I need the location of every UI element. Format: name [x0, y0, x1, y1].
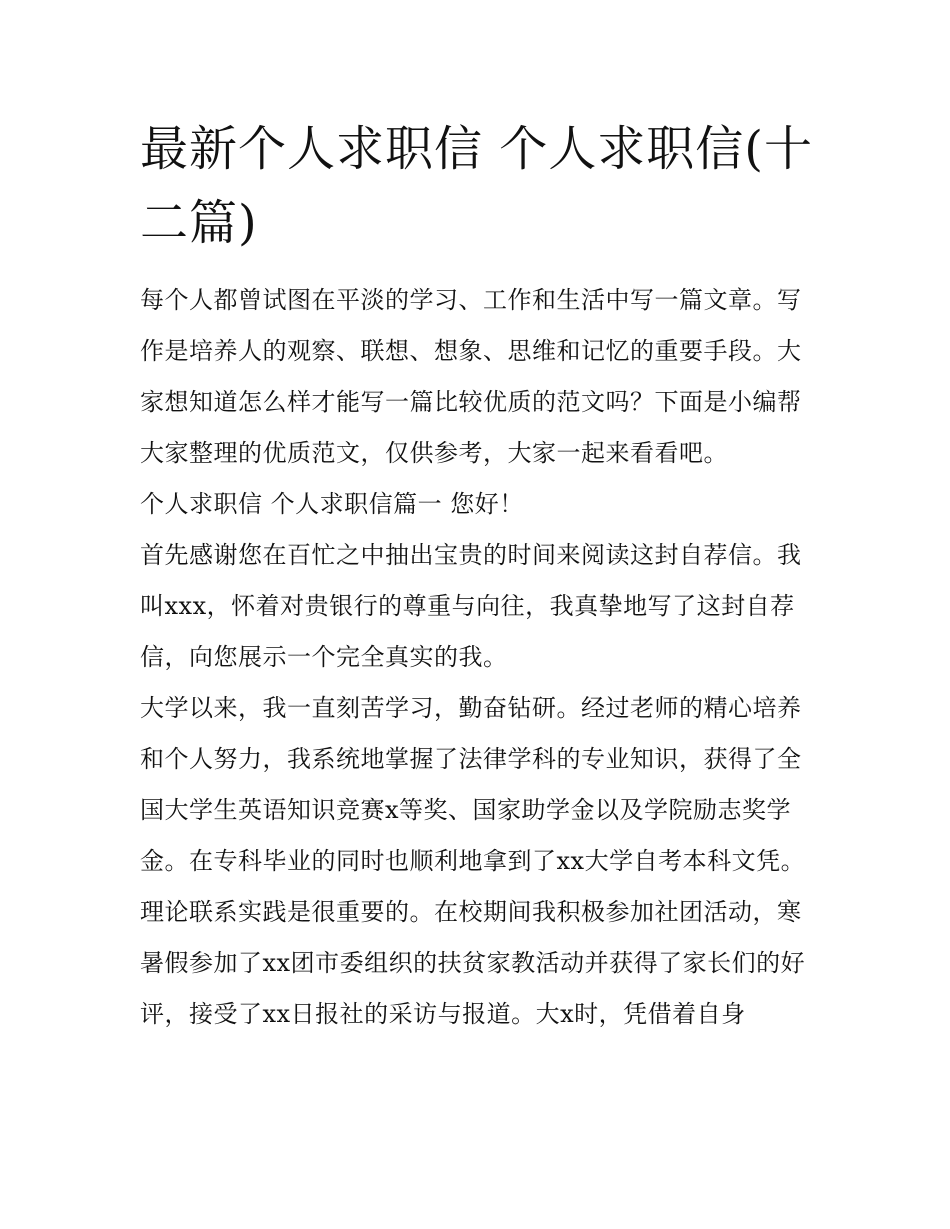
- paragraph-education: 大学以来，我一直刻苦学习，勤奋钻研。经过老师的精心培养和个人努力，我系统地掌握了法律学科的专业知识，获得了全国大学生英语知识竞赛x等奖、国家助学金以及学院励志奖学金。在专科毕业的同时也顺利地拿到了xx大学自考本科文凭。: [140, 694, 806, 875]
- paragraph-heading-greeting: 个人求职信 个人求职信篇一 您好！: [140, 490, 524, 518]
- paragraph-practice: 理论联系实践是很重要的。在校期间我积极参加社团活动，寒暑假参加了xx团市委组织的扶贫家教活动并获得了家长们的好评，接受了xx日报社的采访与报道。大x时，凭借着自身: [140, 898, 806, 1028]
- paragraph-intro: 每个人都曾试图在平淡的学习、工作和生活中写一篇文章。写作是培养人的观察、联想、想象、思维和记忆的重要手段。大家想知道怎么样才能写一篇比较优质的范文吗？下面是小编帮大家整理的优质范文，仅供参考，大家一起来看看吧。: [140, 286, 802, 467]
- paragraph-self-introduction: 首先感谢您在百忙之中抽出宝贵的时间来阅读这封自荐信。我叫xxx，怀着对贵银行的尊重与向往，我真挚地写了这封自荐信，向您展示一个完全真实的我。: [140, 541, 802, 671]
- document-title: 最新个人求职信 个人求职信(十二篇): [140, 121, 813, 251]
- document-body: [140, 275, 820, 1040]
